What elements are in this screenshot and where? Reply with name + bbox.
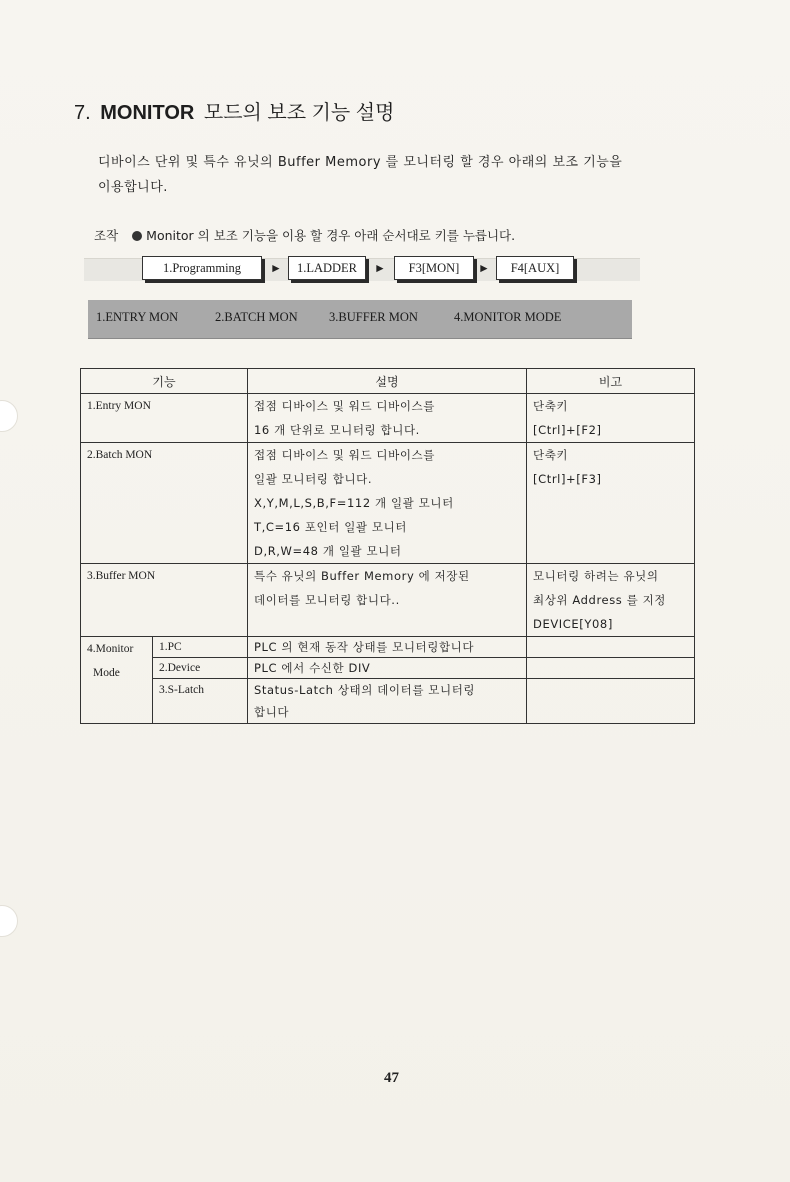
table-row <box>81 637 695 658</box>
function-label: 2.Batch MON <box>87 449 153 461</box>
heading-number: 7. <box>74 102 91 124</box>
bullet-icon <box>132 231 142 241</box>
cell-description <box>248 564 527 637</box>
key-ladder: 1.LADDER <box>288 256 366 280</box>
sub-function-label: 2.Device <box>159 662 201 674</box>
punch-hole <box>0 905 18 937</box>
table-row <box>81 658 695 679</box>
table-header-row <box>81 369 695 394</box>
description-line: T,C=16 포인터 일괄 모니터 <box>254 520 408 534</box>
header-function: 기능 <box>81 369 248 394</box>
cell-description <box>248 658 527 679</box>
description-line: Status-Latch 상태의 데이터를 모니터링 <box>254 683 476 697</box>
page-number: 47 <box>384 1070 399 1086</box>
cell-remarks <box>527 564 695 637</box>
description-line: 데이터를 모니터링 합니다.. <box>254 593 400 607</box>
key-sequence <box>84 256 640 286</box>
cell-description <box>248 394 527 443</box>
cell-description <box>248 679 527 724</box>
heading-bold-word: MONITOR <box>100 102 195 124</box>
table-row <box>81 443 695 564</box>
key-programming: 1.Programming <box>142 256 262 280</box>
remark-line: 단축키 <box>533 448 569 462</box>
menu-item-buffer-mon: 3.BUFFER MON <box>329 310 418 324</box>
remark-line: 모니터링 하려는 유닛의 <box>533 569 659 583</box>
group-label-line: 4.Monitor <box>87 643 134 655</box>
intro-line: 디바이스 단위 및 특수 유닛의 Buffer Memory 를 모니터링 할 경우 아래의 보조 기능을 <box>98 155 623 170</box>
arrow-right-icon: ► <box>374 261 386 275</box>
cell-remarks-empty <box>527 679 695 724</box>
cell-remarks <box>527 394 695 443</box>
cell-monitor-mode-group <box>81 637 153 724</box>
remark-line: DEVICE[Y08] <box>533 617 613 631</box>
punch-hole <box>0 400 18 432</box>
menu-item-entry-mon: 1.ENTRY MON <box>96 310 179 324</box>
description-line: 16 개 단위로 모니터링 합니다. <box>254 423 420 437</box>
cell-remarks-empty <box>527 658 695 679</box>
menu-item-monitor-mode: 4.MONITOR MODE <box>454 310 562 324</box>
header-remarks: 비고 <box>527 369 695 394</box>
operation-text: Monitor 의 보조 기능을 이용 할 경우 아래 순서대로 키를 누릅니다. <box>146 228 516 243</box>
group-label-line: Mode <box>93 667 120 679</box>
function-table <box>80 368 695 724</box>
function-label: 3.Buffer MON <box>87 570 156 582</box>
description-line: PLC 에서 수신한 DIV <box>254 661 371 675</box>
aux-menu-bar <box>88 300 632 338</box>
menu-item-batch-mon: 2.BATCH MON <box>215 310 298 324</box>
intro-line: 이용합니다. <box>98 180 168 195</box>
remark-line: 단축키 <box>533 399 569 413</box>
table-row <box>81 679 695 724</box>
arrow-right-icon: ► <box>478 261 490 275</box>
heading-rest: 모드의 보조 기능 설명 <box>203 102 395 124</box>
cell-sub-function <box>153 658 248 679</box>
remark-line: [Ctrl]+[F3] <box>533 472 602 486</box>
section-heading <box>74 96 394 125</box>
cell-function <box>81 443 248 564</box>
function-label: 1.Entry MON <box>87 400 151 412</box>
description-line: 특수 유닛의 Buffer Memory 에 저장된 <box>254 569 470 583</box>
sub-function-label: 1.PC <box>159 641 182 653</box>
sub-function-label: 3.S-Latch <box>159 684 205 696</box>
description-line: X,Y,M,L,S,B,F=112 개 일괄 모니터 <box>254 496 454 510</box>
description-line: 합니다 <box>254 705 290 719</box>
cell-function <box>81 564 248 637</box>
table-row <box>81 564 695 637</box>
cell-function <box>81 394 248 443</box>
intro-paragraph <box>98 150 658 200</box>
description-line: D,R,W=48 개 일괄 모니터 <box>254 544 402 558</box>
arrow-right-icon: ► <box>270 261 282 275</box>
cell-sub-function <box>153 679 248 724</box>
description-line: PLC 의 현재 동작 상태를 모니터링합니다 <box>254 640 475 654</box>
remark-line: 최상위 Address 를 지정 <box>533 593 667 607</box>
cell-description <box>248 443 527 564</box>
remark-line: [Ctrl]+[F2] <box>533 423 602 437</box>
operation-label: 조작 <box>94 228 119 243</box>
description-line: 접점 디바이스 및 워드 디바이스를 <box>254 448 435 462</box>
header-description: 설명 <box>248 369 527 394</box>
table-row <box>81 394 695 443</box>
operation-line <box>94 226 515 244</box>
description-line: 일괄 모니터링 합니다. <box>254 472 373 486</box>
key-f4-aux: F4[AUX] <box>496 256 574 280</box>
description-line: 접점 디바이스 및 워드 디바이스를 <box>254 399 435 413</box>
key-f3-mon: F3[MON] <box>394 256 474 280</box>
cell-remarks-empty <box>527 637 695 658</box>
cell-remarks <box>527 443 695 564</box>
cell-sub-function <box>153 637 248 658</box>
cell-description <box>248 637 527 658</box>
